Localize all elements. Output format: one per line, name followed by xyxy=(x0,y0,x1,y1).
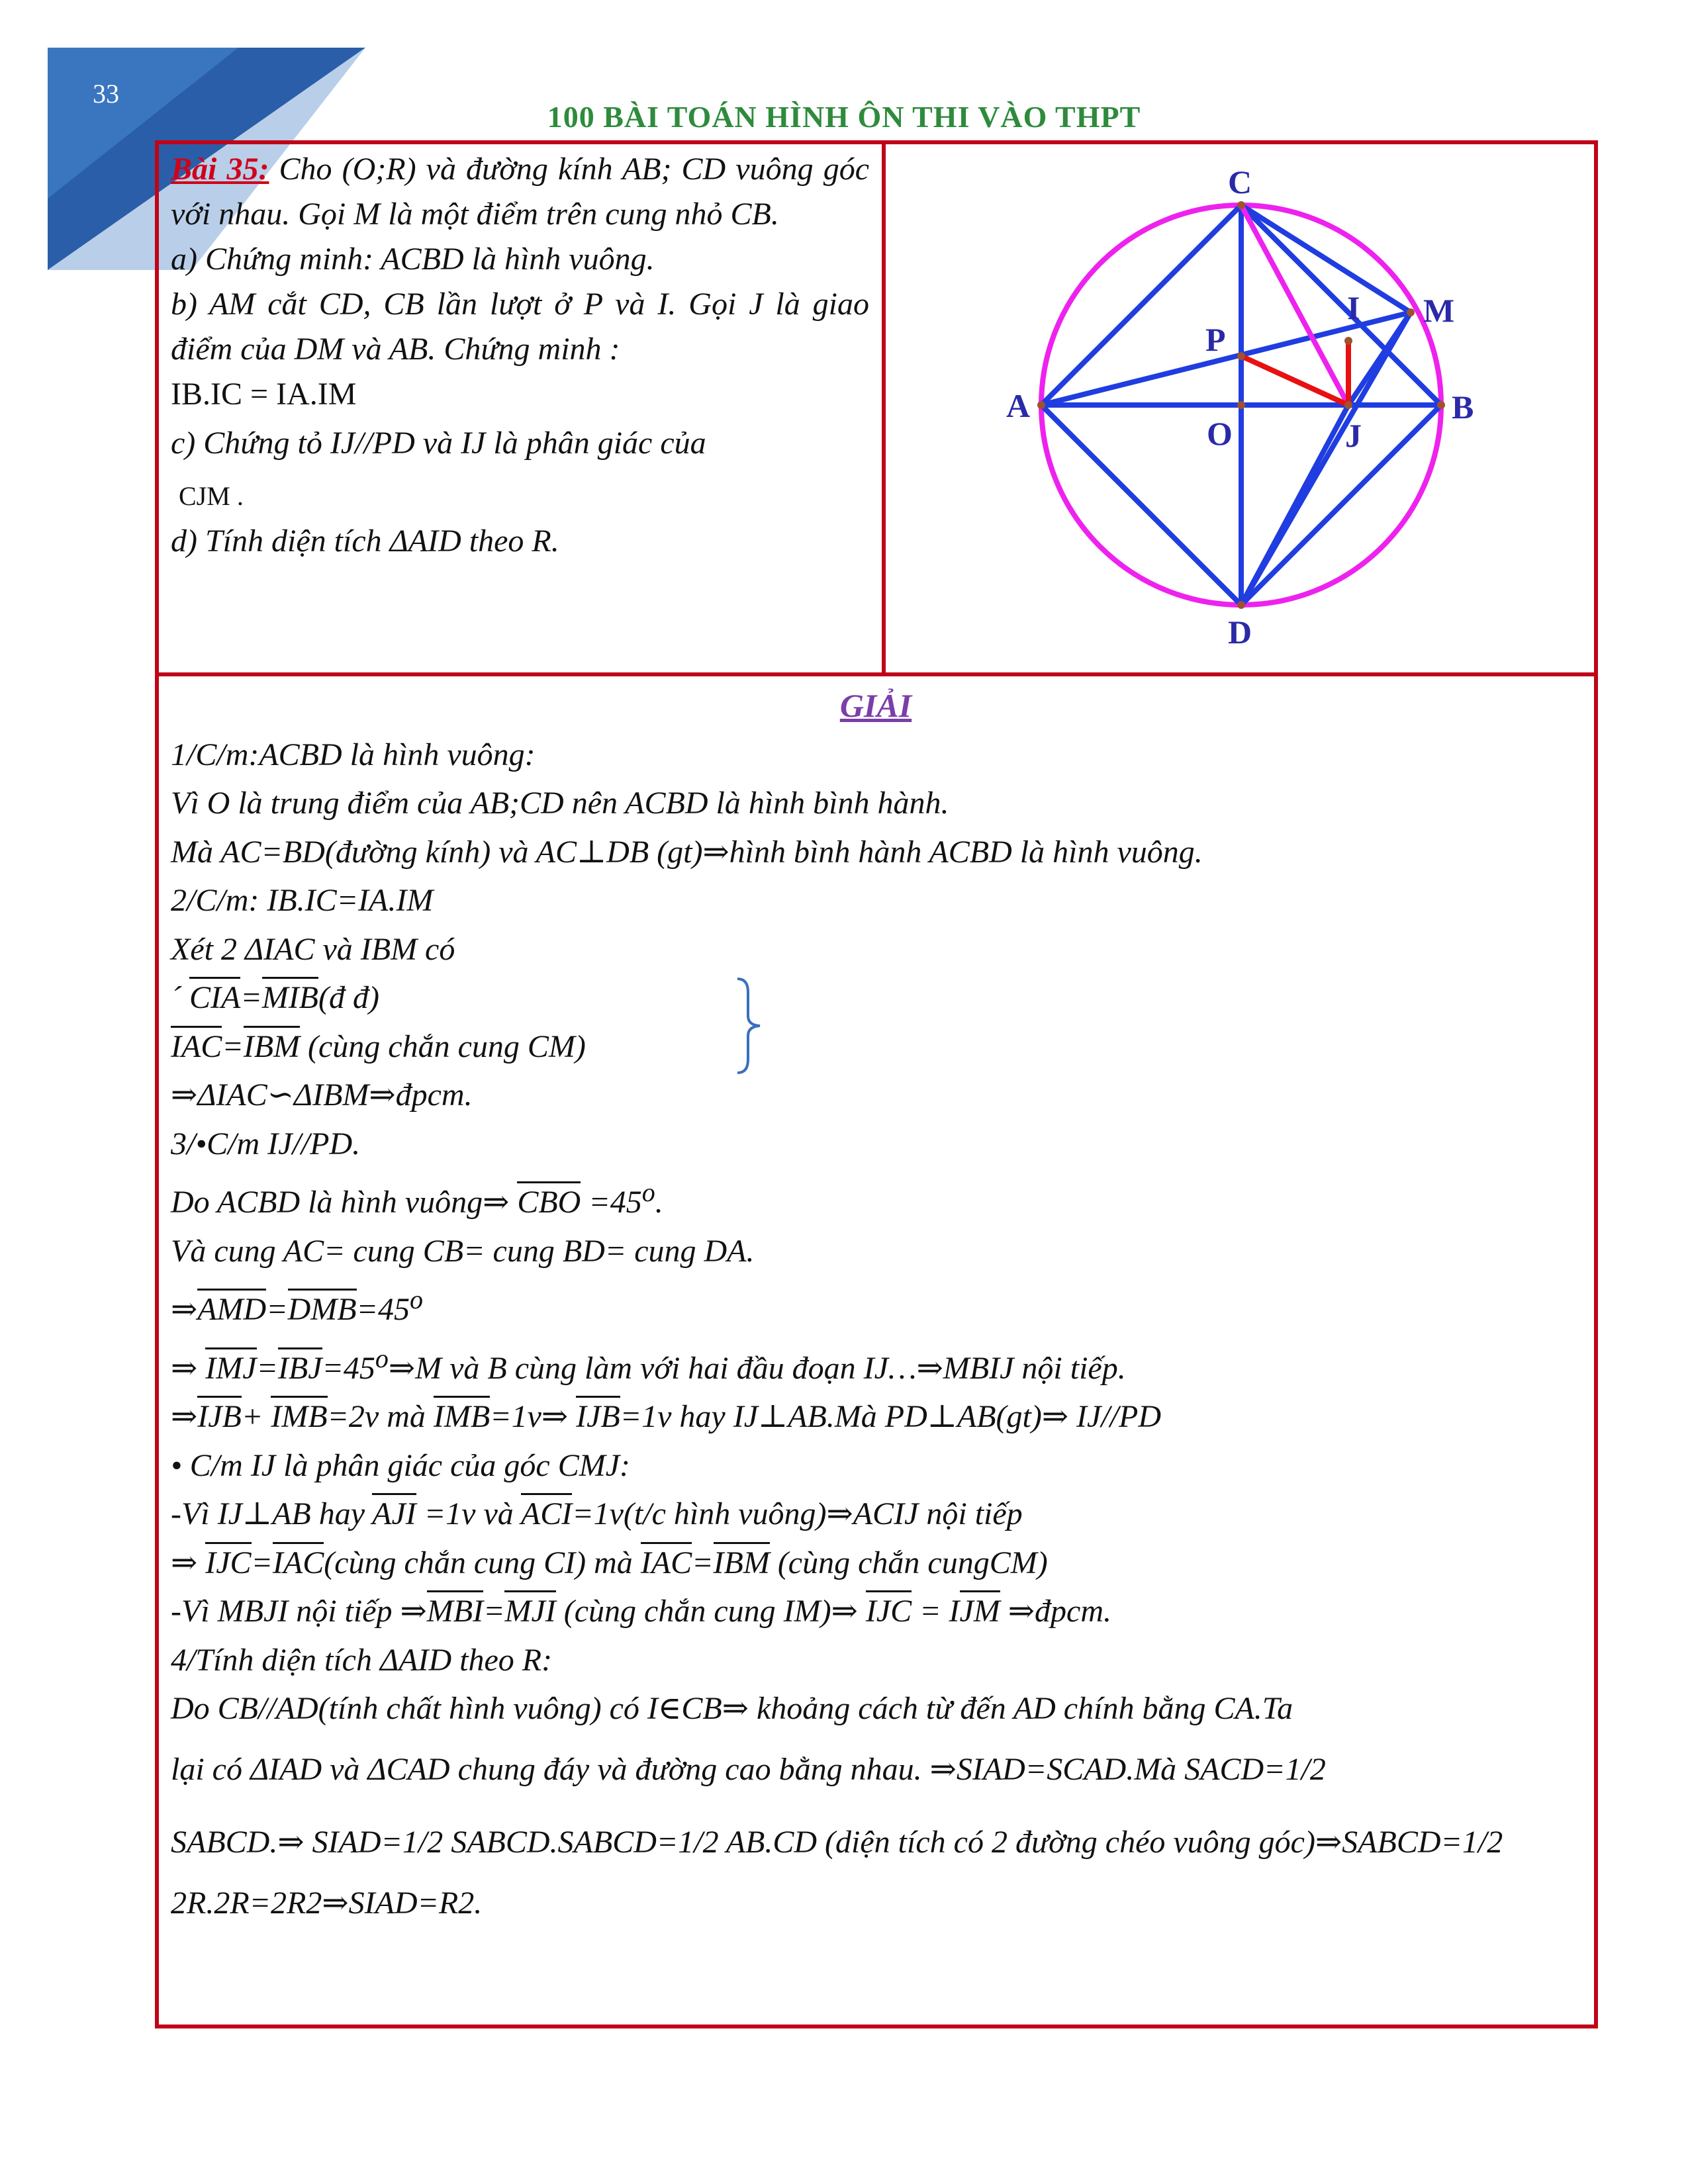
sol-line-18: -Vì MBJI nội tiếp ⇒MBI=MJI (cùng chắn cung IM)⇒ IJC = IJM ⇒đpcm. xyxy=(171,1587,1581,1636)
point-J xyxy=(1344,401,1352,409)
label-O: O xyxy=(1207,415,1233,452)
point-C xyxy=(1237,201,1245,209)
frame-divider xyxy=(882,140,886,676)
label-M: M xyxy=(1423,292,1455,329)
geometry-figure xyxy=(890,146,1592,668)
segment-CJ xyxy=(1241,205,1348,405)
sol-line-19: 4/Tính diện tích ΔAID theo R: xyxy=(171,1642,553,1678)
point-P xyxy=(1237,352,1245,360)
sol-line-4: 2/C/m: IB.IC=IA.IM xyxy=(171,883,434,918)
sol-line-16: -Vì IJ⊥AB hay AJI =1v và ACI=1v(t/c hình vuông)⇒ACIJ nội tiếp xyxy=(171,1490,1581,1539)
label-I: I xyxy=(1347,289,1360,326)
system-brace xyxy=(733,976,767,1075)
label-D: D xyxy=(1228,614,1252,651)
part-a: a) Chứng minh: ACBD là hình vuông. xyxy=(171,242,655,277)
sol-line-15: • C/m IJ là phân giác của góc CMJ: xyxy=(171,1447,630,1483)
label-J: J xyxy=(1345,417,1362,454)
part-c: c) Chứng tỏ IJ//PD và IJ là phân giác của xyxy=(171,426,706,461)
sol-line-8: ⇒ΔIAC∽ΔIBM⇒đpcm. xyxy=(171,1077,473,1113)
sol-line-10: Do ACBD là hình vuông⇒ CBO $=45^o$. xyxy=(171,1177,663,1220)
point-I xyxy=(1344,337,1352,345)
sol-line-13: ⇒ $IMJ=IBJ=45^o\Rightarrow M$ và B cùng làm với hai đầu đoạn IJ…⇒MBIJ nội tiếp. xyxy=(171,1343,1126,1386)
label-B: B xyxy=(1452,388,1474,426)
segment-DJ xyxy=(1241,405,1348,605)
header-title: 100 BÀI TOÁN HÌNH ÔN THI VÀO THPT xyxy=(547,100,1141,134)
sol-line-3: Mà AC=BD(đường kính) và AC⊥DB (gt)⇒hình bình hành ACBD là hình vuông. xyxy=(171,834,1203,870)
sol-line-22: SABCD.⇒ SIAD=1/2 SABCD.SABCD=1/2 AB.CD (diện tích có 2 đường chéo vuông góc)⇒SABCD=1/2 xyxy=(171,1824,1503,1860)
point-O xyxy=(1237,401,1245,409)
sol-line-17: ⇒ IJC=IAC(cùng chắn cung CI) mà IAC=IBM (cùng chắn cungCM) xyxy=(171,1539,1581,1588)
label-P: P xyxy=(1205,321,1226,358)
solution-title: GIẢI xyxy=(839,687,912,724)
point-B xyxy=(1437,401,1445,409)
part-d: d) Tính diện tích ΔAID theo R. xyxy=(171,523,559,559)
problem-label: Bài 35: xyxy=(171,152,269,187)
sol-line-11: Và cung AC= cung CB= cung BD= cung DA. xyxy=(171,1233,755,1269)
sol-line-1: 1/C/m:ACBD là hình vuông: xyxy=(171,737,536,772)
sol-line-6: ´ CIA=MIB(đ đ) xyxy=(171,974,1581,1023)
point-M xyxy=(1407,308,1415,316)
part-c-2: CJM . xyxy=(179,481,244,511)
sol-line-9: 3/•C/m IJ//PD. xyxy=(171,1126,361,1161)
sol-line-2: Vì O là trung điểm của AB;CD nên ACBD là hình bình hành. xyxy=(171,786,949,821)
sol-line-7: IAC=IBM (cùng chắn cung CM) xyxy=(171,1023,1581,1071)
sol-line-21: lại có ΔIAD và ΔCAD chung đáy và đường cao bằng nhau. ⇒SIAD=SCAD.Mà SACD=1/2 xyxy=(171,1751,1326,1787)
part-b-2: IB.IC = IA.IM xyxy=(171,377,357,412)
label-C: C xyxy=(1228,163,1252,201)
sol-line-14: ⇒IJB+ IMB=2v mà IMB=1v⇒ IJB=1v hay IJ⊥AB.Mà PD⊥AB(gt)⇒ IJ//PD xyxy=(171,1392,1581,1441)
solution-text xyxy=(171,682,1581,1927)
point-D xyxy=(1237,601,1245,609)
page-number: 33 xyxy=(93,79,119,109)
sol-line-5: Xét 2 ΔIAC và IBM có xyxy=(171,931,455,967)
problem-statement: Cho (O;R) và đường kính AB; CD vuông góc với nhau. Gọi M là một điểm trên cung nhỏ CB. xyxy=(171,152,869,232)
point-A xyxy=(1037,401,1045,409)
sol-line-20: Do CB//AD(tính chất hình vuông) có I∈CB⇒ khoảng cách từ đến AD chính bằng CA.Ta xyxy=(171,1691,1293,1726)
part-b: b) AM cắt CD, CB lần lượt ở P và I. Gọi J là giao điểm của DM và AB. Chứng minh : xyxy=(171,287,869,367)
sol-line-12: $\Rightarrow AMD=DMB=45^o$ xyxy=(171,1285,423,1327)
label-A: A xyxy=(1006,387,1031,424)
problem-text xyxy=(171,147,869,564)
sol-line-23: 2R.2R=2R2⇒SIAD=R2. xyxy=(171,1885,483,1921)
